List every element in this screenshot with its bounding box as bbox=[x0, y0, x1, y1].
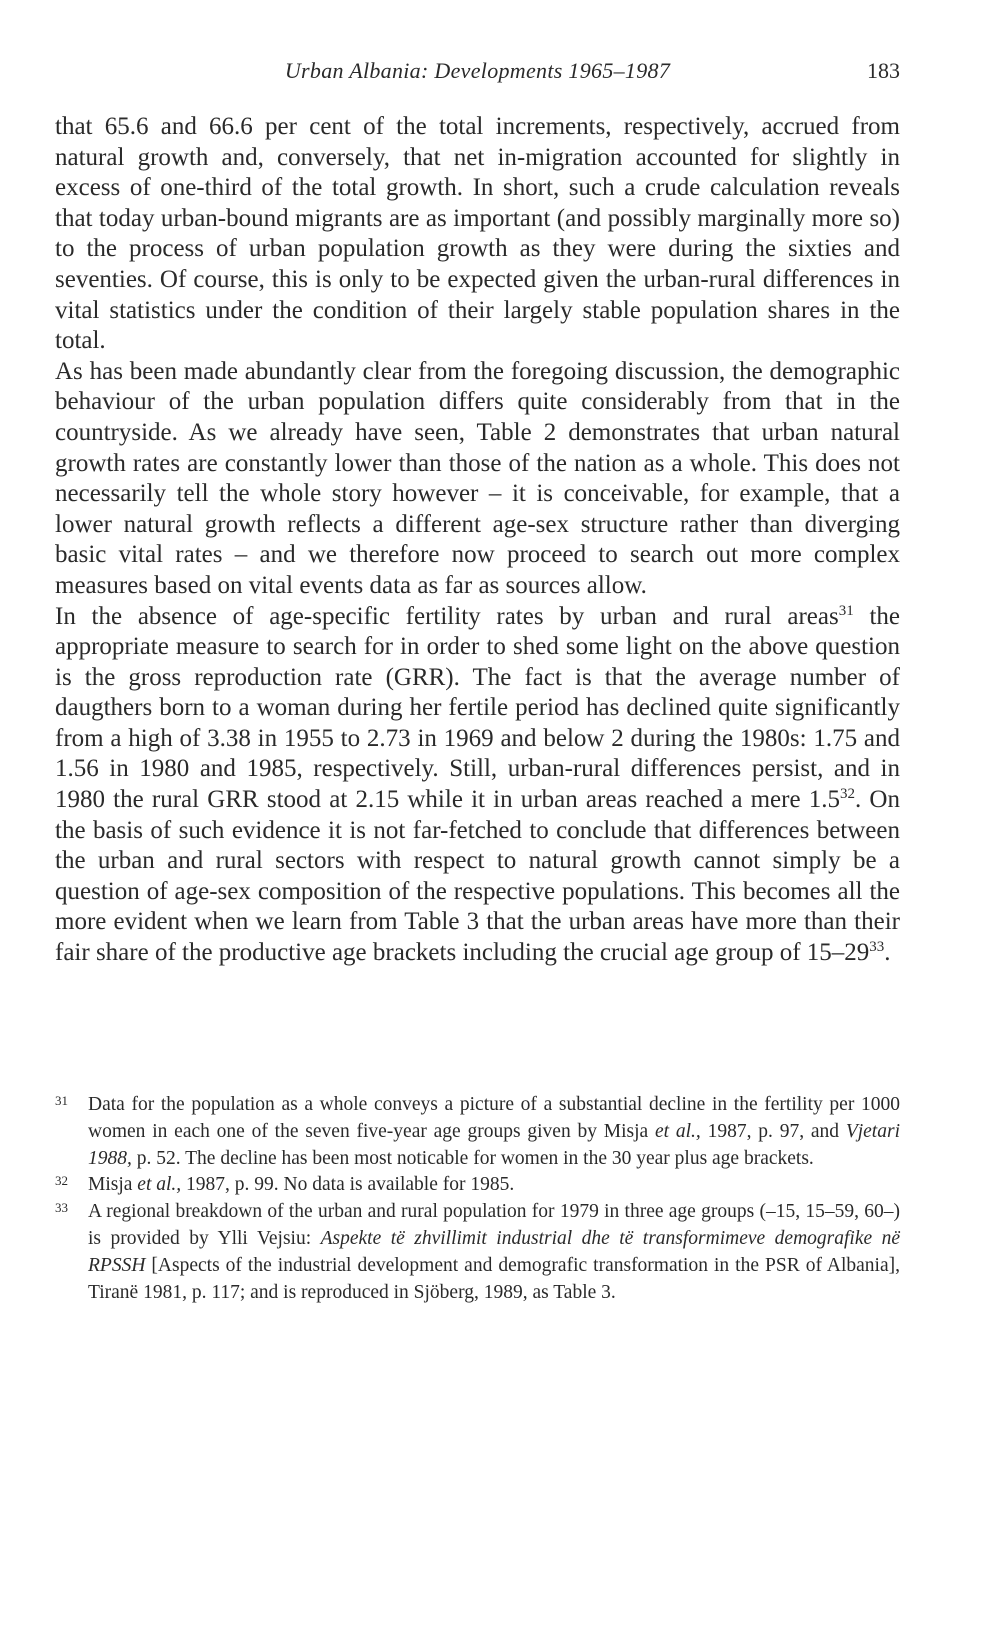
footnote-number: 32 bbox=[55, 1173, 68, 1189]
footnote-italic: et al., bbox=[655, 1120, 701, 1142]
paragraph-2-text: As has been made abundantly clear from the foregoing discussion, the demographic behaviour of the urban population differs quite considerably from that in the countryside. As we already have seen, Table 2 demonstrates that urban natural growth rates are constantly lower than those of the nation as a whole. This does not necessarily tell the whole story however – it is conceivable, for example, that a lower natural growth reflects a different age-sex structure rather than diverging basic vital rates – and we therefore now proceed to search out more complex measures based on vital events data as far as sources allow. bbox=[55, 357, 900, 599]
footnotes bbox=[55, 1092, 900, 1306]
footnote-number: 33 bbox=[55, 1200, 68, 1216]
paragraph-3-text-d: . bbox=[884, 939, 891, 967]
footnote-text: 1987, p. 99. No data is available for 1985. bbox=[181, 1174, 515, 1196]
page-header bbox=[55, 48, 900, 88]
footnote-32 bbox=[55, 1172, 900, 1199]
footnote-31 bbox=[55, 1092, 900, 1172]
page-number: 183 bbox=[867, 58, 900, 83]
footnote-text: Data for the population as a whole conveys a picture of a substantial decline in the fertility per 1000 women in each one of the seven five-year age groups given by Misja bbox=[88, 1094, 900, 1142]
footnote-ref-32[interactable]: 32 bbox=[840, 786, 855, 803]
paragraph-1 bbox=[55, 112, 900, 357]
footnote-italic: et al., bbox=[137, 1174, 182, 1196]
footnote-33 bbox=[55, 1199, 900, 1306]
footnote-number: 31 bbox=[55, 1093, 68, 1108]
footnote-ref-31[interactable]: 31 bbox=[838, 602, 854, 619]
footnote-text: 1987, p. 97, and bbox=[700, 1120, 846, 1142]
footnote-text: [Aspects of the industrial development and demografic transformation in the PSR of Albania], Tiranë 1981, p. 117; and is reproduced in Sjöberg, 1989, as Table 3. bbox=[88, 1254, 900, 1303]
paragraph-3-text-b: the appropriate measure to search for in order to shed some light on the above question is the gross reproduction rate (GRR). The fact is that the average number of daugthers born to a woman during her fertile period has declined quite significantly from a high of 3.38 in 1955 to 2.73 in 1969 and below 2 during the 1980s: 1.75 and 1.56 in 1980 and 1985, respectively. Still, urban-rural differences persist, and in 1980 the rural GRR stood at 2.15 while it in urban areas reached a mere 1.5 bbox=[55, 602, 900, 814]
footnote-italic: Aspekte të zhvillimit industrial dhe të transformimeve demografike në RPSSH bbox=[88, 1227, 901, 1276]
paragraph-3 bbox=[55, 602, 900, 969]
footnote-text: Misja bbox=[88, 1174, 138, 1196]
paragraph-1-text: that 65.6 and 66.6 per cent of the total increments, respectively, accrued from natural growth and, conversely, that net in-migration accounted for slightly in excess of one-third of the total growth. In short, such a crude calculation reveals that today urban-bound migrants are as important (and possibly marginally more so) to the process of urban population growth as they were during the sixties and seventies. Of course, this is only to be expected given the urban-rural differences in vital statistics under the condition of their largely stable population shares in the total. bbox=[55, 113, 900, 355]
paragraph-2 bbox=[55, 357, 900, 602]
paragraph-3-text-a: In the absence of age-specific fertility rates by urban and rural areas bbox=[55, 602, 839, 630]
paragraph-3-text-c: . On the basis of such evidence it is not far-fetched to conclude that differences between the urban and rural sectors with respect to natural growth cannot simply be a question of age-sex composition of the respective populations. This becomes all the more evident when we learn from Table 3 that the urban areas have more than their fair share of the productive age brackets including the crucial age group of 15–29 bbox=[55, 786, 900, 967]
footnote-text: A regional breakdown of the urban and rural population for 1979 in three age groups (–15, 15–59, 60–) is provided by Ylli Vejsiu: bbox=[88, 1201, 900, 1249]
footnote-italic: Vjetari 1988, bbox=[88, 1120, 900, 1169]
body-text bbox=[55, 112, 900, 969]
footnote-text: p. 52. The decline has been most noticable for women in the 30 year plus age brackets. bbox=[131, 1147, 814, 1169]
running-title: Urban Albania: Developments 1965–1987 bbox=[284, 58, 671, 83]
footnote-ref-33[interactable]: 33 bbox=[869, 939, 885, 956]
